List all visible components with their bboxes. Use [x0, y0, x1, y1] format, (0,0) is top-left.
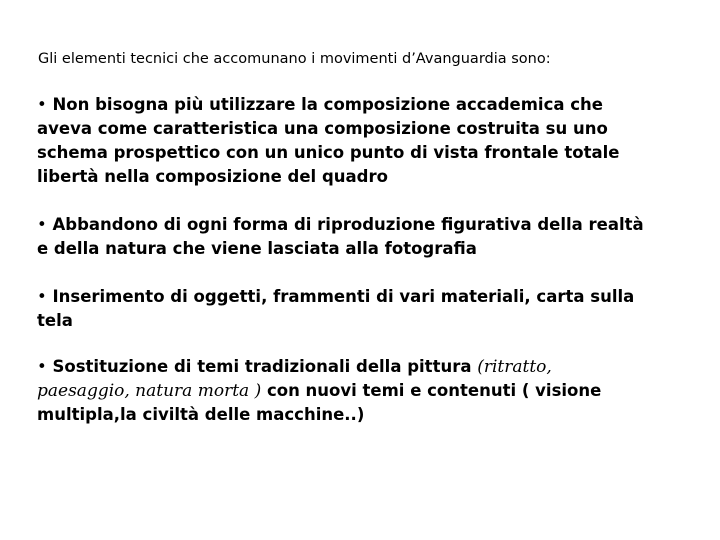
item-text: Sostituzione di temi tradizionali della pittura [52, 357, 478, 376]
bullet-marker: • [37, 287, 47, 306]
list-item [37, 355, 709, 427]
bullet-marker: • [37, 357, 47, 376]
item-text: con nuovi temi e contenuti ( visione [261, 381, 602, 400]
bullet-list [37, 93, 709, 451]
intro-text: Gli elementi tecnici che accomunano i movimenti d’Avanguardia sono: [38, 51, 551, 67]
item-text-italic: paesaggio, natura morta ) [37, 381, 262, 401]
item-text: schema prospettico con un unico punto di vista frontale totale [37, 143, 620, 162]
bullet-marker: • [37, 215, 47, 234]
item-text: aveva come caratteristica una composizione costruita su uno [37, 119, 608, 138]
item-text: e della natura che viene lasciata alla fotografia [37, 239, 477, 258]
item-text: multipla,la civiltà delle macchine..) [37, 405, 365, 424]
item-text: Non bisogna più utilizzare la composizione accademica che [52, 95, 603, 114]
list-item [37, 93, 709, 189]
item-text: tela [37, 311, 73, 330]
item-text: Inserimento di oggetti, frammenti di vari materiali, carta sulla [52, 287, 635, 306]
item-text: libertà nella composizione del quadro [37, 167, 388, 186]
item-text-italic: (ritratto, [477, 357, 552, 377]
list-item [37, 285, 709, 333]
item-text: Abbandono di ogni forma di riproduzione figurativa della realtà [52, 215, 644, 234]
bullet-marker: • [37, 95, 47, 114]
list-item [37, 213, 709, 261]
